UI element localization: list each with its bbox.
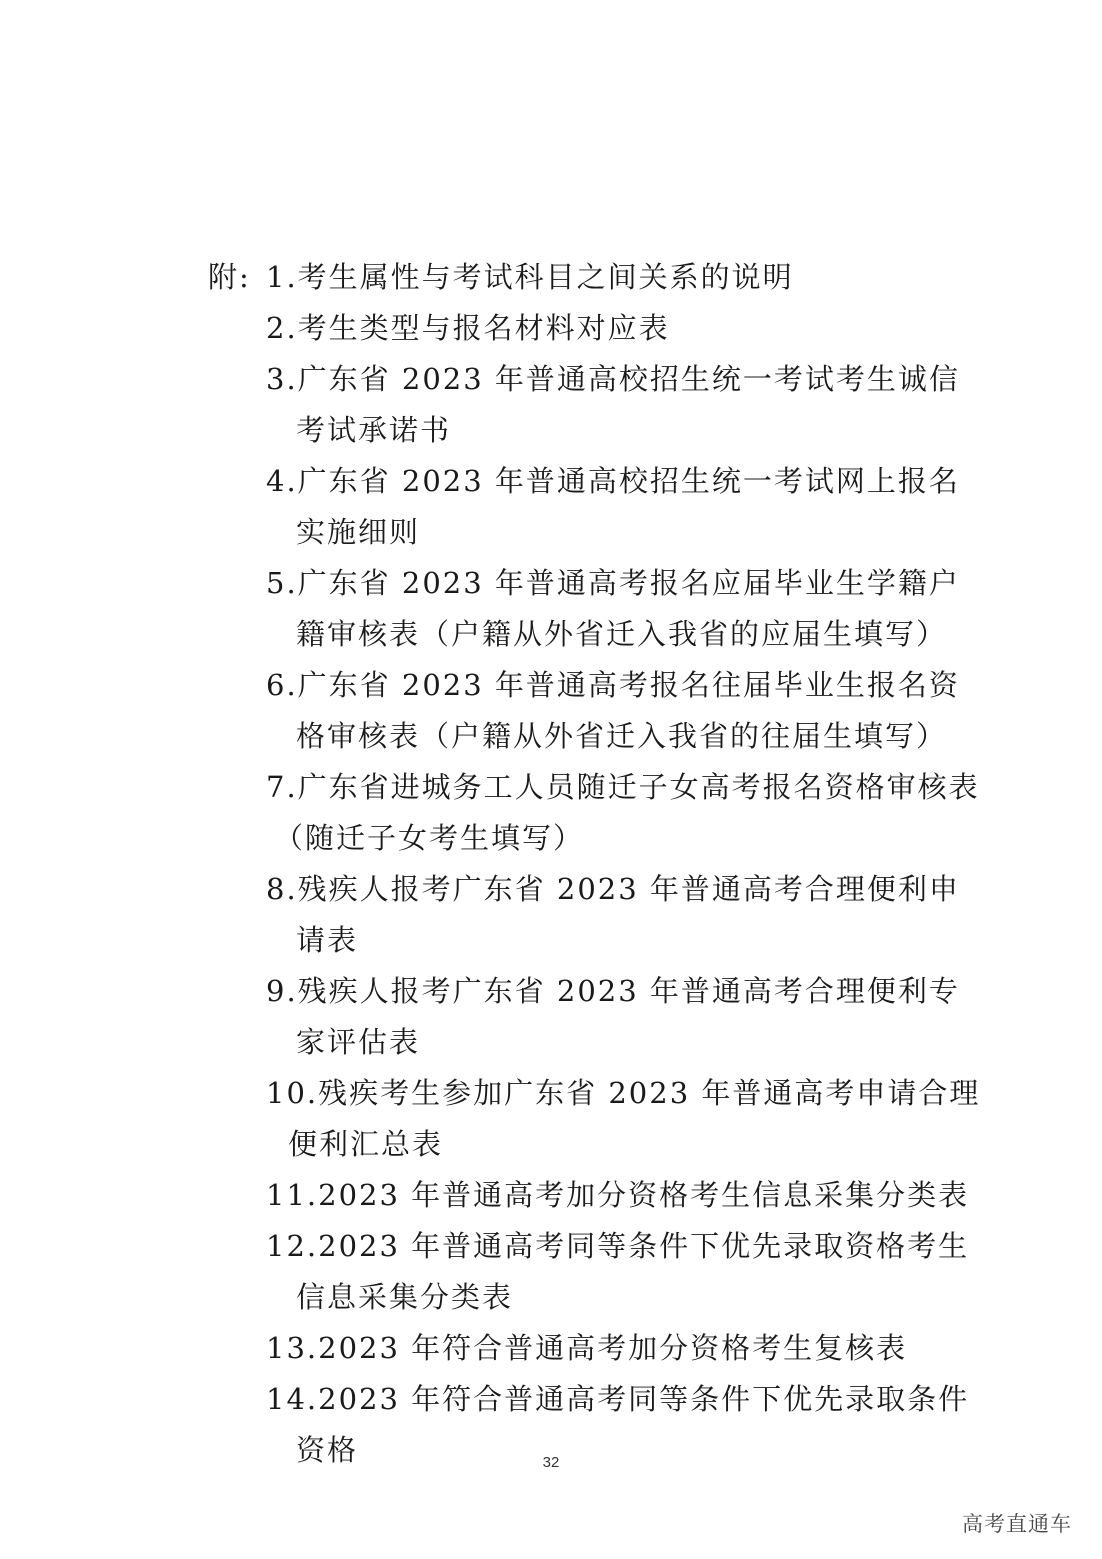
attachment-item-11: 11.2023 年普通高考加分资格考生信息采集分类表 [266, 1178, 970, 1212]
attachment-item-6: 6.广东省 2023 年普通高考报名往届毕业生报名资格审核表（户籍从外省迁入我省的往届生填写） [266, 668, 960, 753]
attachment-item-3: 3.广东省 2023 年普通高校招生统一考试考生诚信考试承诺书 [266, 362, 960, 447]
attachment-item-9: 9.残疾人报考广东省 2023 年普通高考合理便利专家评估表 [266, 974, 960, 1059]
attachment-item-12: 12.2023 年普通高考同等条件下优先录取资格考生信息采集分类表 [266, 1229, 970, 1314]
attachment-item-13: 13.2023 年符合普通高考加分资格考生复核表 [266, 1331, 908, 1365]
attachment-prefix: 附: [208, 260, 251, 294]
attachment-list [266, 252, 986, 1476]
attachment-item-1: 1.考生属性与考试科目之间关系的说明 [266, 260, 794, 294]
attachment-item-8: 8.残疾人报考广东省 2023 年普通高考合理便利申请表 [266, 872, 960, 957]
attachment-item-14: 14.2023 年符合普通高考同等条件下优先录取条件资格 [266, 1382, 970, 1467]
attachment-item-10: 10.残疾考生参加广东省 2023 年普通高考申请合理便利汇总表 [266, 1076, 981, 1161]
watermark-text: 高考直通车 [962, 1512, 1072, 1536]
page-number: 32 [542, 1454, 560, 1471]
attachment-item-2: 2.考生类型与报名材料对应表 [266, 311, 670, 345]
attachment-item-4: 4.广东省 2023 年普通高校招生统一考试网上报名实施细则 [266, 464, 960, 549]
attachment-item-7: 7.广东省进城务工人员随迁子女高考报名资格审核表（随迁子女考生填写） [266, 770, 980, 855]
attachment-item-5: 5.广东省 2023 年普通高考报名应届毕业生学籍户籍审核表（户籍从外省迁入我省的应届生填写） [266, 566, 960, 651]
